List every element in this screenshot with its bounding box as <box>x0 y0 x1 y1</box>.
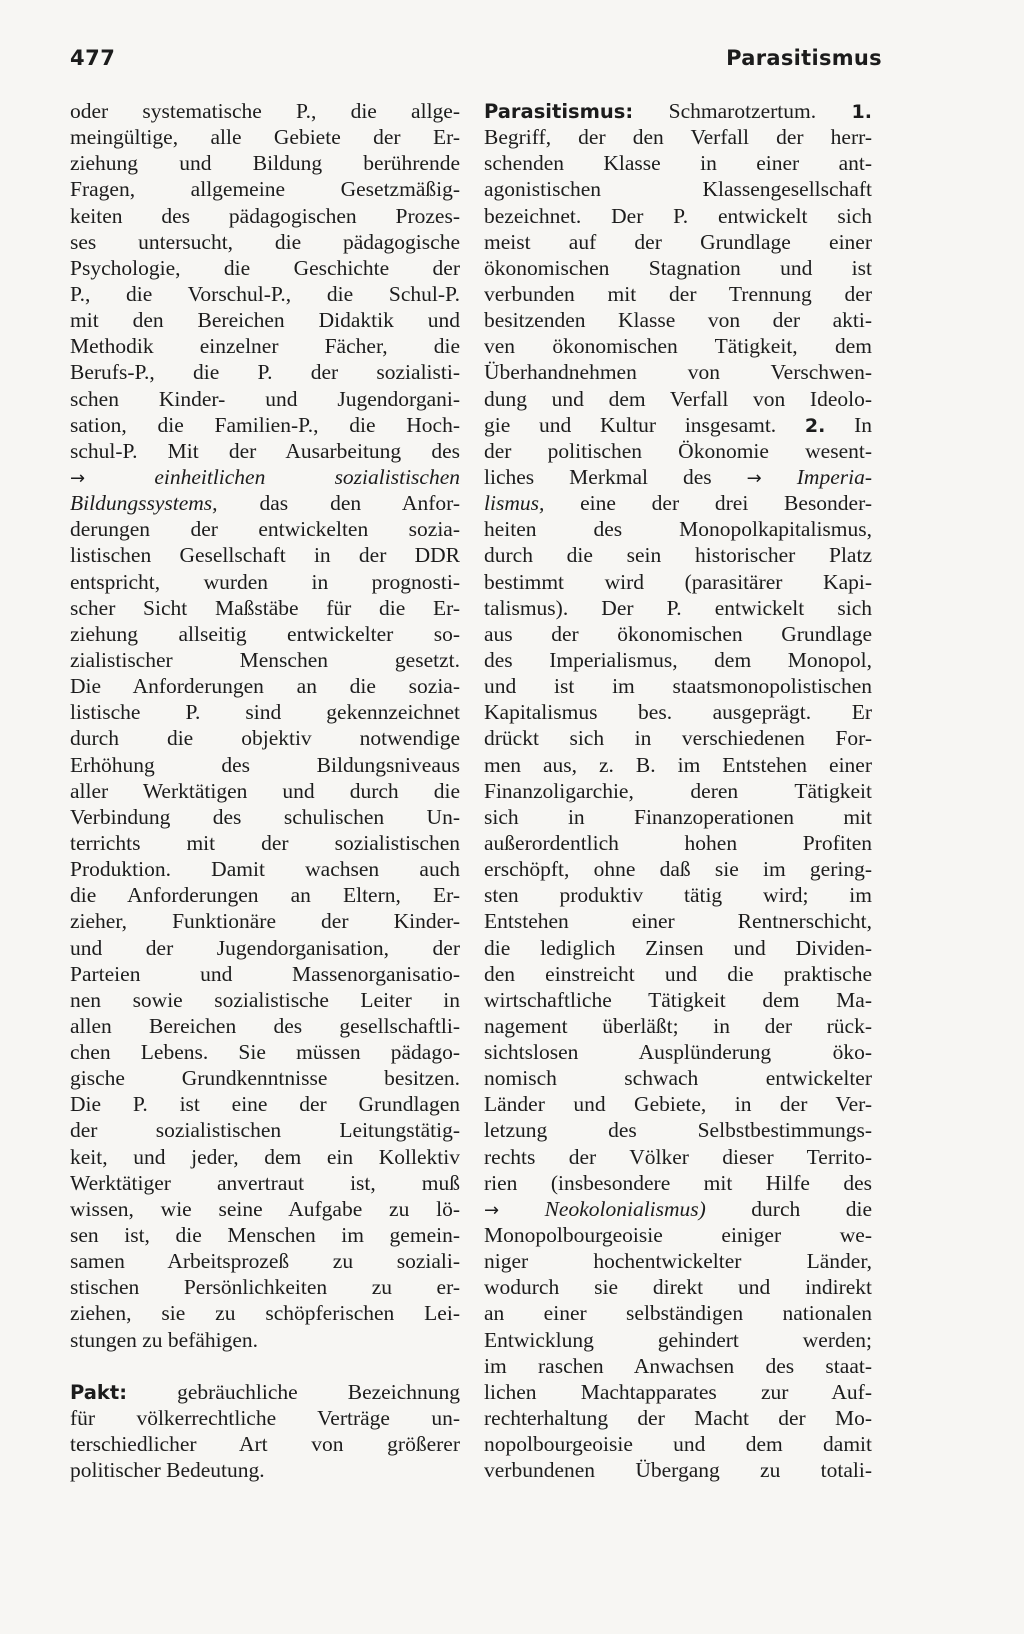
entry-parasitismus-end <box>484 1222 872 1483</box>
text-line <box>70 464 460 490</box>
text-line: agonistischen Klassengesellschaft <box>484 177 872 202</box>
cross-reference-arrow-icon: → <box>746 467 762 489</box>
text-line: des Imperialismus, dem Monopol, <box>484 647 872 672</box>
text-line: Erhöhung des Bildungsniveaus <box>70 752 460 777</box>
text-line: sen ist, die Menschen im gemein- <box>70 1223 460 1248</box>
entry-parasitismus <box>484 124 872 412</box>
text-line: rechts der Völker dieser Territo- <box>484 1144 872 1169</box>
text-line: schul-P. Mit der Ausarbeitung des <box>70 438 460 463</box>
text-line: zialistischer Menschen gesetzt. <box>70 647 460 672</box>
cross-reference: einheitlichen sozialistischen <box>154 464 460 489</box>
text-line: Bildungssystems, das den Anfor- <box>70 491 460 516</box>
text-line: niger hochentwickelter Länder, <box>484 1249 872 1274</box>
text-line: durch die objektiv notwendige <box>70 726 460 751</box>
entry-pakt <box>70 1405 460 1483</box>
cross-reference-arrow-icon: → <box>484 1199 500 1221</box>
text-line: erschöpft, ohne daß sie im gering- <box>484 857 872 882</box>
text-line: sten produktiv tätig wird; im <box>484 883 872 908</box>
text-line: bestimmt wird (parasitärer Kapi- <box>484 569 872 594</box>
text-line: die Anforderungen an Eltern, Er- <box>70 883 460 908</box>
text-line: oder systematische P., die allge- <box>70 99 460 123</box>
text-line: nomisch schwach entwickelter <box>484 1066 872 1091</box>
text-line: an einer selbständigen nationalen <box>484 1301 872 1326</box>
cross-reference: Imperia- <box>796 464 872 489</box>
text-line: den einstreicht und die praktische <box>484 961 872 986</box>
cross-reference: lismus, <box>484 491 545 516</box>
text-line: nen sowie sozialistische Leiter in <box>70 987 460 1012</box>
text-line: ökonomischen Stagnation und ist <box>484 255 872 280</box>
text-line: Werktätiger anvertraut ist, muß <box>70 1170 460 1195</box>
text-line: rechterhaltung der Macht der Mo- <box>484 1406 872 1431</box>
text-line: samen Arbeitsprozeß zu soziali- <box>70 1249 460 1274</box>
text-line: lismus, eine der drei Besonder- <box>484 491 872 516</box>
text-line: keit, und jeder, dem ein Kollektiv <box>70 1144 460 1169</box>
text-line: durch die sein historischer Platz <box>484 543 872 568</box>
text-line: sichtslosen Ausplünderung öko- <box>484 1040 872 1065</box>
text-line: politischer Bedeutung. <box>70 1458 265 1483</box>
text-line: stischen Persönlichkeiten zu er- <box>70 1275 460 1300</box>
text-line: Produktion. Damit wachsen auch <box>70 857 460 882</box>
text-line: aus der ökonomischen Grundlage <box>484 621 872 646</box>
text-line: Überhandnehmen von Verschwen- <box>484 360 872 385</box>
text-line: Parasitismus: Schmarotzertum. 1. <box>484 99 872 123</box>
text-line: ziehung und Bildung berührende <box>70 151 460 176</box>
cross-reference: Bildungssystems, <box>70 491 218 516</box>
text-line: der politischen Ökonomie wesent- <box>484 438 872 463</box>
text-line: Länder und Gebiete, in der Ver- <box>484 1092 872 1117</box>
text-line: verbunden mit der Trennung der <box>484 281 872 306</box>
page-number: 477 <box>70 46 116 70</box>
entry-headword: Parasitismus: <box>484 100 634 123</box>
text-line: Begriff, der den Verfall der herr- <box>484 125 872 150</box>
text-line: nagement überläßt; in der rück- <box>484 1013 872 1038</box>
text-line: drückt sich in verschiedenen For- <box>484 726 872 751</box>
text-line: ziehen, sie zu schöpferischen Lei- <box>70 1301 460 1326</box>
text-line: rien (insbesondere mit Hilfe des <box>484 1170 872 1195</box>
text-line: gie und Kultur insgesamt. 2. In <box>484 412 872 437</box>
text-line: und ist im staatsmonopolistischen <box>484 674 872 699</box>
text-line: gische Grundkenntnisse besitzen. <box>70 1066 460 1091</box>
text-line: meist auf der Grundlage einer <box>484 229 872 254</box>
paragraph-paedagogik-cont <box>70 516 460 1353</box>
text-line: besitzenden Klasse von der akti- <box>484 308 872 333</box>
text-line: stungen zu befähigen. <box>70 1327 259 1352</box>
text-line: meingültige, alle Gebiete der Er- <box>70 125 460 150</box>
text-line: und der Jugendorganisation, der <box>70 935 460 960</box>
cross-reference: Neokolonialismus) <box>544 1196 706 1221</box>
text-line: sich in Finanzoperationen mit <box>484 804 872 829</box>
text-line: außerordentlich hohen Profiten <box>484 830 872 855</box>
text-line: Berufs-P., die P. der sozialisti- <box>70 360 460 385</box>
entry-parasitismus-cont <box>484 516 872 1196</box>
entry-headword: Pakt: <box>70 1380 128 1404</box>
text-line: Pakt: gebräuchliche Bezeichnung <box>70 1379 460 1404</box>
text-line: zieher, Funktionäre der Kinder- <box>70 909 460 934</box>
text-line: dung und dem Verfall von Ideolo- <box>484 386 872 411</box>
text-line: wodurch sie direkt und indirekt <box>484 1275 872 1300</box>
text-line: allen Bereichen des gesellschaftli- <box>70 1013 460 1038</box>
text-line: Entwicklung gehindert werden; <box>484 1327 872 1352</box>
paragraph-paedagogik <box>70 98 460 464</box>
text-line: derungen der entwickelten sozia- <box>70 517 460 542</box>
text-line: listische P. sind gekennzeichnet <box>70 700 460 725</box>
text-line: Verbindung des schulischen Un- <box>70 804 460 829</box>
text-line: Fragen, allgemeine Gesetzmäßig- <box>70 177 460 202</box>
text-line: wirtschaftliche Tätigkeit dem Ma- <box>484 987 872 1012</box>
text-line: bezeichnet. Der P. entwickelt sich <box>484 203 872 228</box>
text-line: für völkerrechtliche Verträge un- <box>70 1405 460 1430</box>
text-line: lichen Machtapparates zur Auf- <box>484 1379 872 1404</box>
text-line: Finanzoligarchie, deren Tätigkeit <box>484 778 872 803</box>
text-line: Parteien und Massenorganisatio- <box>70 961 460 986</box>
text-line: die lediglich Zinsen und Dividen- <box>484 935 872 960</box>
cross-reference-arrow-icon: → <box>70 467 86 489</box>
section-number: 1. <box>851 101 872 123</box>
section-number: 2. <box>804 414 826 437</box>
text-line: terrichts mit der sozialistischen <box>70 830 460 855</box>
text-line: men aus, z. B. im Entstehen einer <box>484 752 872 777</box>
text-line: schen Kinder- und Jugendorgani- <box>70 386 460 411</box>
text-line: mit den Bereichen Didaktik und <box>70 308 460 333</box>
text-line: im raschen Anwachsen des staat- <box>484 1353 872 1378</box>
text-line: schenden Klasse in einer ant- <box>484 151 872 176</box>
text-line: Entstehen einer Rentnerschicht, <box>484 909 872 934</box>
text-line: entspricht, wurden in prognosti- <box>70 569 460 594</box>
text-line: Kapitalismus bes. ausgeprägt. Er <box>484 700 872 725</box>
text-line: talismus). Der P. entwickelt sich <box>484 595 872 620</box>
text-line: scher Sicht Maßstäbe für die Er- <box>70 595 460 620</box>
left-column <box>70 98 460 1483</box>
text-line: Methodik einzelner Fächer, die <box>70 334 460 359</box>
text-line: Monopolbourgeoisie einiger we- <box>484 1223 872 1248</box>
text-line: ses untersucht, die pädagogische <box>70 229 460 254</box>
text-line: listischen Gesellschaft in der DDR <box>70 543 460 568</box>
running-head: Parasitismus <box>726 46 882 70</box>
text-line: terschiedlicher Art von größerer <box>70 1432 460 1457</box>
text-line: chen Lebens. Sie müssen pädago- <box>70 1040 460 1065</box>
text-line: letzung des Selbstbestimmungs- <box>484 1118 872 1143</box>
text-line: Die P. ist eine der Grundlagen <box>70 1092 460 1117</box>
text-line: verbundenen Übergang zu totali- <box>484 1458 872 1483</box>
text-line: wissen, wie seine Aufgabe zu lö- <box>70 1196 460 1221</box>
text-line: aller Werktätigen und durch die <box>70 778 460 803</box>
text-line: → Neokolonialismus) durch die <box>484 1196 872 1221</box>
text-line: liches Merkmal des → Imperia- <box>484 464 872 489</box>
text-line: ven ökonomischen Tätigkeit, dem <box>484 334 872 359</box>
text-line: heiten des Monopolkapitalismus, <box>484 517 872 542</box>
right-column <box>484 98 872 1483</box>
text-line: ziehung allseitig entwickelter so- <box>70 621 460 646</box>
text-line: Die Anforderungen an die sozia- <box>70 674 460 699</box>
text-line: nopolbourgeoisie und dem damit <box>484 1432 872 1457</box>
text-line: P., die Vorschul-P., die Schul-P. <box>70 281 460 306</box>
text-line: sation, die Familien-P., die Hoch- <box>70 412 460 437</box>
text-line: keiten des pädagogischen Prozes- <box>70 203 460 228</box>
text-line: Psychologie, die Geschichte der <box>70 255 460 280</box>
text-line: der sozialistischen Leitungstätig- <box>70 1118 460 1143</box>
